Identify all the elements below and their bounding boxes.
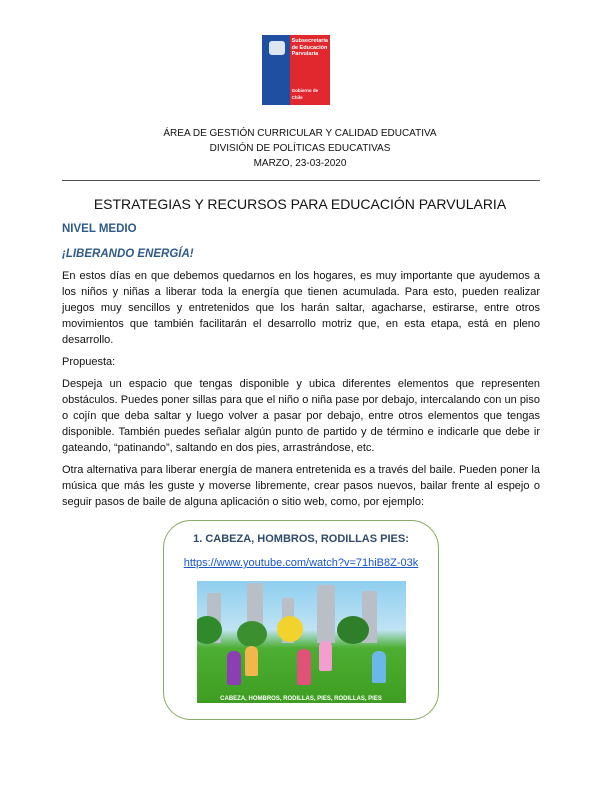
intro-paragraph: En estos días en que debemos quedarnos en los hogares, es muy importante que ayudemos a los niños y niñas a liberar toda la energía que tienen acumulada. Para esto, pueden realizar juegos muy sencillos y entretenidos que los harán saltar, agacharse, estirarse, entre otros movimientos que también facilitarán el desarrollo motriz que, en esta etapa, está en pleno desarrollo. bbox=[62, 270, 540, 346]
body-text bbox=[62, 268, 540, 720]
header-area: ÁREA DE GESTIÓN CURRICULAR Y CALIDAD EDUCATIVA bbox=[163, 128, 437, 139]
resource-box bbox=[163, 520, 439, 720]
youtube-link[interactable]: https://www.youtube.com/watch?v=71hiB8Z-03k bbox=[183, 557, 419, 569]
dance-paragraph: Otra alternativa para liberar energía de manera entretenida es a través del baile. Pueden poner la música que más les guste y moverse libremente, crear pasos nuevos, bailar frente al espejo o seguir pasos de baile de alguna aplicación o sitio web, como, por ejemplo: bbox=[62, 464, 540, 508]
subsecretaria-logo: Subsecretaría de Educación Parvularia Gobierno de Chile bbox=[262, 35, 330, 105]
proposal-paragraph: Despeja un espacio que tengas disponible y ubica diferentes elementos que representen obstáculos. Puedes poner sillas para que el niño o niña pase por debajo, intercalando con un piso o cojín que deba saltar y luego volver a pasar por debajo, entre otros elementos que tengas disponible. También puedes señalar algún punto de partido y de término e indicarle que debe ir gateando, “patinando”, saltando en dos pies, arrastrándose, etc. bbox=[62, 378, 540, 454]
page-title: ESTRATEGIAS Y RECURSOS PARA EDUCACIÓN PARVULARIA bbox=[93, 196, 507, 212]
proposal-label: Propuesta: bbox=[62, 356, 116, 368]
video-thumbnail[interactable] bbox=[197, 581, 406, 703]
activity-heading: ¡LIBERANDO ENERGÍA! bbox=[62, 248, 194, 260]
resource-item-title: 1. CABEZA, HOMBROS, RODILLAS PIES: bbox=[193, 533, 409, 545]
header-date: MARZO, 23-03-2020 bbox=[253, 158, 347, 169]
header-division: DIVISIÓN DE POLÍTICAS EDUCATIVAS bbox=[209, 143, 391, 154]
video-caption: CABEZA, HOMBROS, RODILLAS, PIES, RODILLAS, PIES bbox=[220, 696, 382, 702]
divider bbox=[62, 180, 540, 181]
coat-of-arms-icon bbox=[269, 41, 285, 55]
level-heading: NIVEL MEDIO bbox=[62, 223, 137, 235]
